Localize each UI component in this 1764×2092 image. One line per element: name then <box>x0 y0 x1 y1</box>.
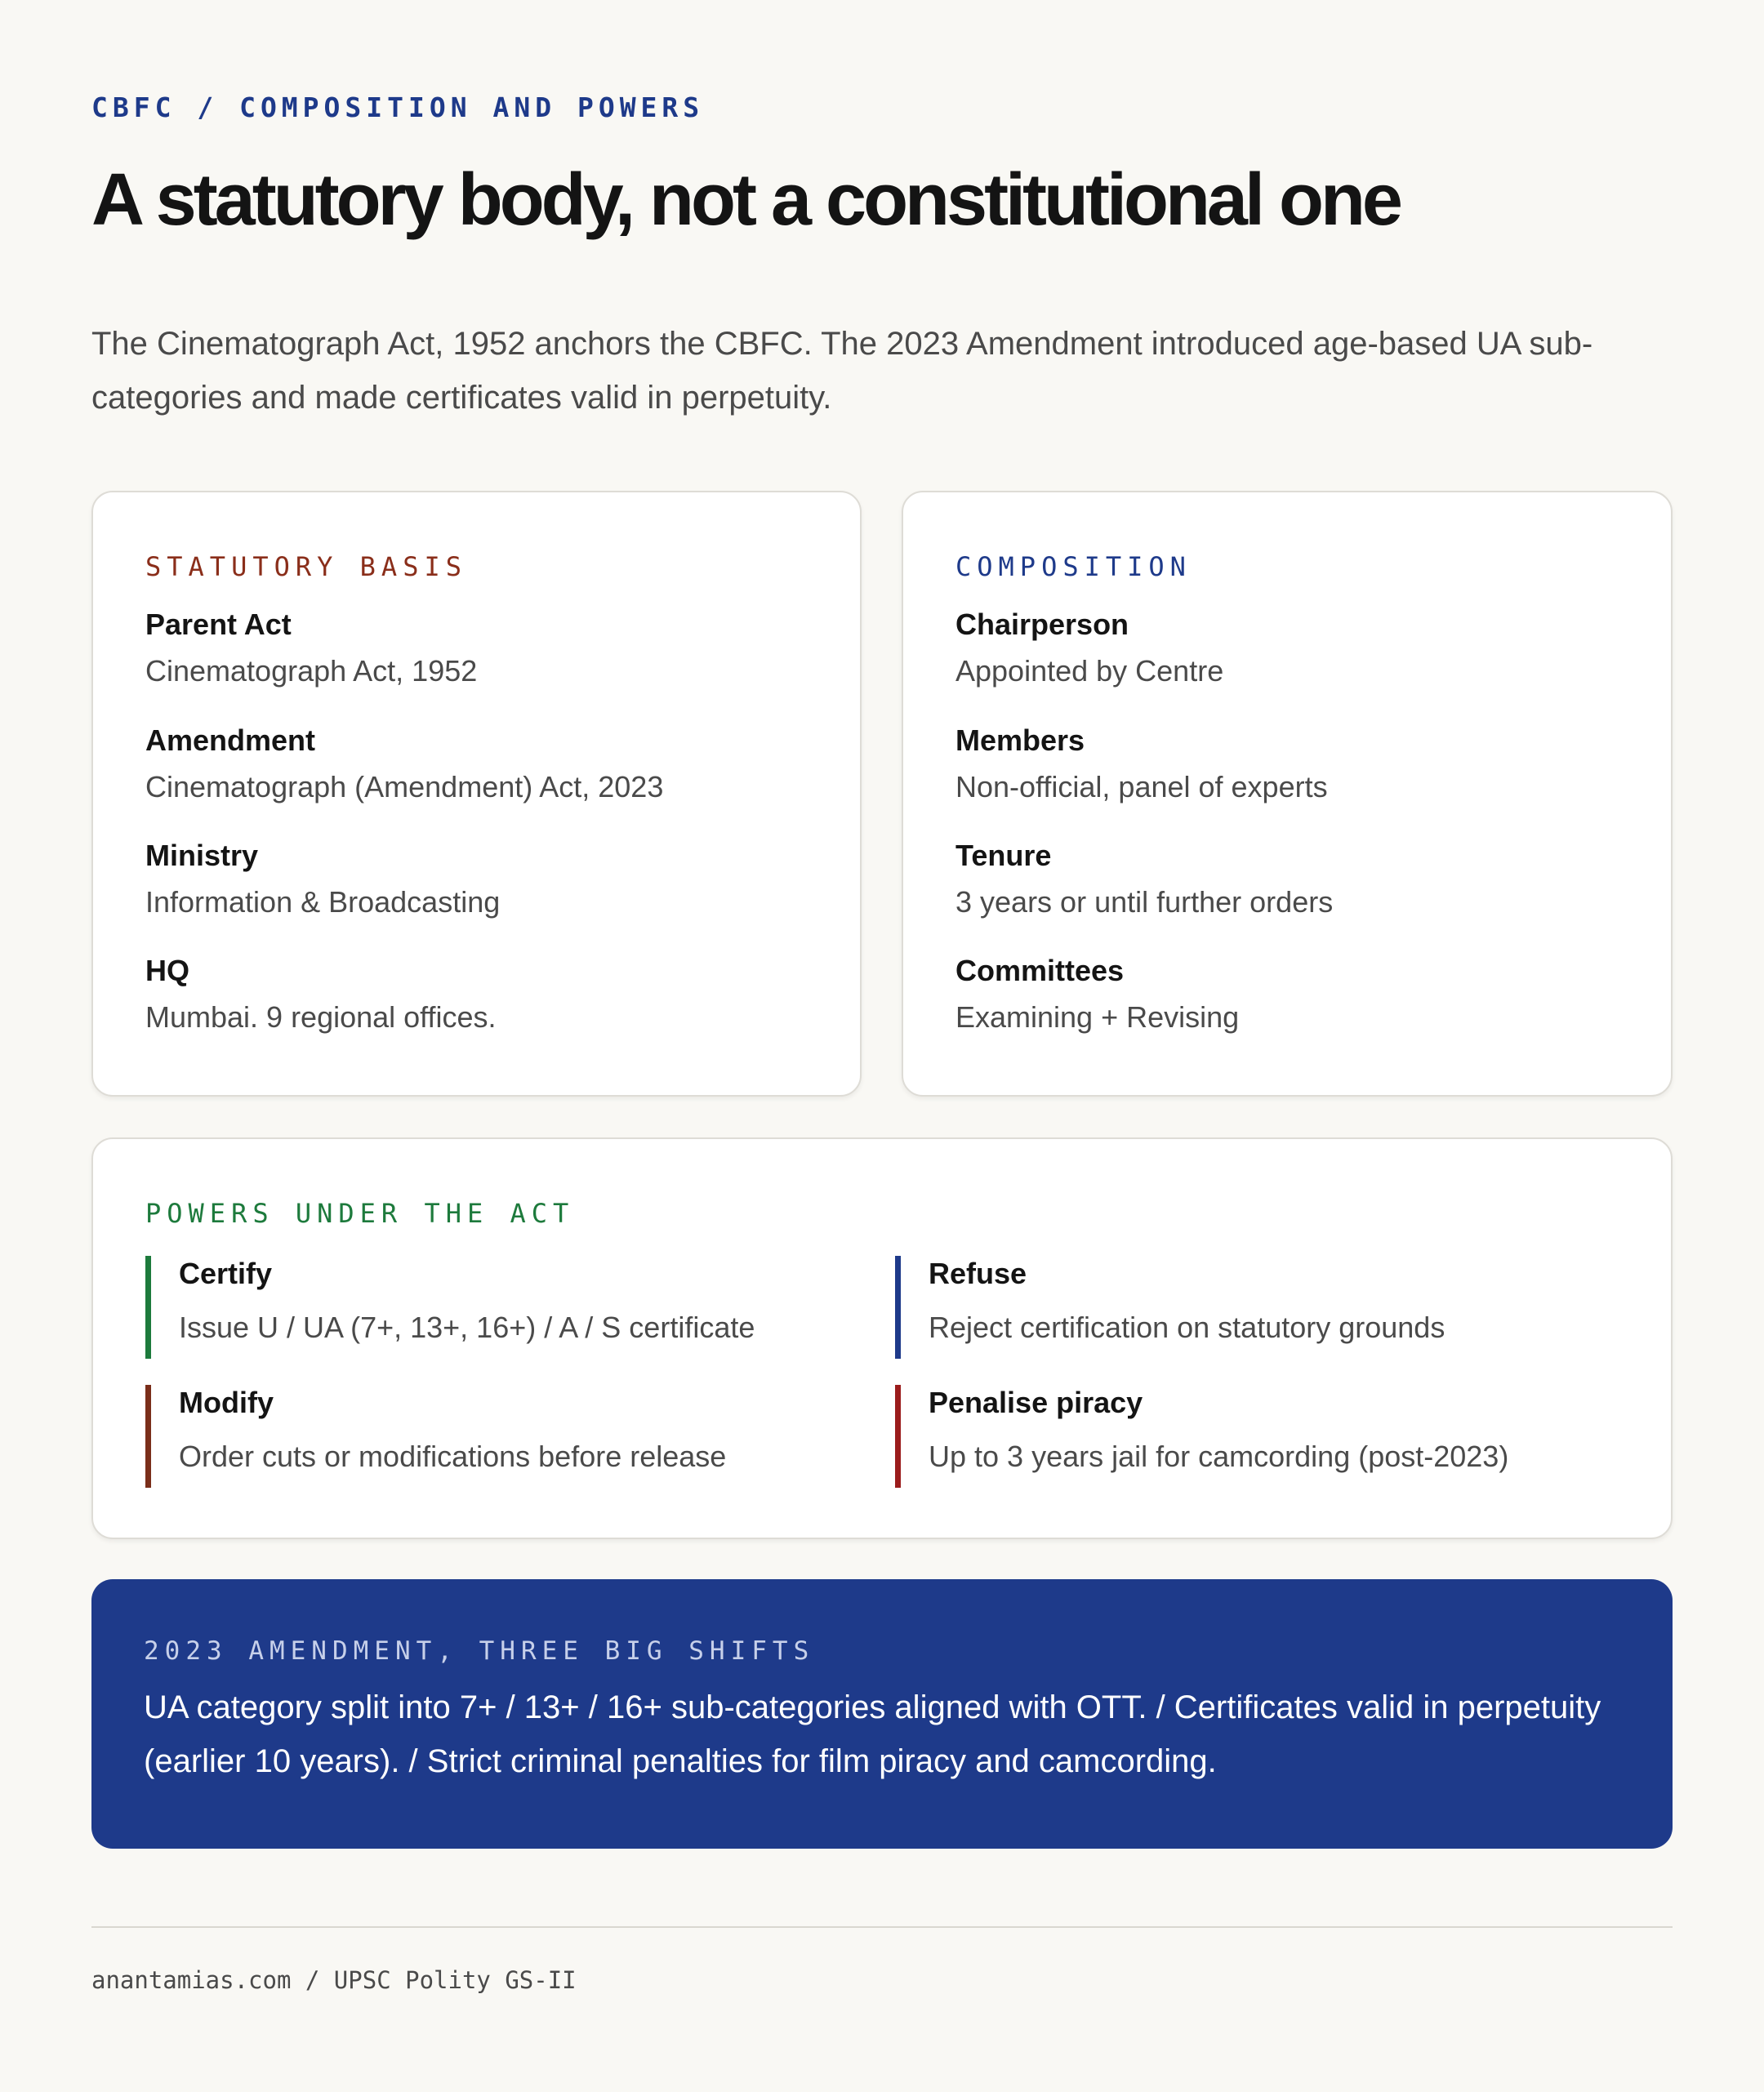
page-title: A statutory body, not a constitutional one <box>91 159 1400 241</box>
amendment-callout <box>91 1579 1673 1849</box>
field-tenure <box>956 838 1333 920</box>
power-title: Penalise piracy <box>929 1386 1143 1419</box>
field-name: Tenure <box>956 839 1052 872</box>
composition-card <box>902 491 1673 1097</box>
field-name: Amendment <box>145 723 316 757</box>
breadcrumb-eyebrow: CBFC / COMPOSITION AND POWERS <box>91 91 705 123</box>
power-penalise-piracy <box>895 1385 1508 1488</box>
field-value: Non-official, panel of experts <box>956 770 1328 803</box>
field-committees <box>956 953 1239 1035</box>
field-hq <box>145 953 497 1035</box>
field-value: Examining + Revising <box>956 1000 1240 1034</box>
powers-heading: POWERS UNDER THE ACT <box>145 1198 575 1229</box>
power-refuse <box>895 1256 1445 1359</box>
power-certify <box>145 1256 755 1359</box>
field-ministry <box>145 838 500 920</box>
footer-credit: anantamias.com / UPSC Polity GS-II <box>91 1966 577 1994</box>
field-value: Cinematograph Act, 1952 <box>145 654 478 688</box>
field-name: Parent Act <box>145 608 292 641</box>
powers-card <box>91 1137 1673 1539</box>
field-value: Cinematograph (Amendment) Act, 2023 <box>145 770 664 803</box>
footer-divider <box>91 1926 1673 1928</box>
power-description: Order cuts or modifications before release <box>179 1440 727 1473</box>
field-name: Members <box>956 723 1085 757</box>
field-value: Mumbai. 9 regional offices. <box>145 1000 497 1034</box>
field-value: Information & Broadcasting <box>145 885 501 919</box>
field-members <box>956 723 1328 805</box>
field-value: Appointed by Centre <box>956 654 1224 688</box>
power-title: Modify <box>179 1386 274 1419</box>
amendment-heading: 2023 AMENDMENT, THREE BIG SHIFTS <box>144 1636 815 1666</box>
intro-paragraph: The Cinematograph Act, 1952 anchors the CBFC. The 2023 Amendment introduced age-based UA sub-categories and made certificates valid in perpetuity. <box>91 326 1593 416</box>
statutory-basis-heading: STATUTORY BASIS <box>145 551 467 582</box>
power-description: Up to 3 years jail for camcording (post-2023) <box>929 1440 1509 1473</box>
field-name: Chairperson <box>956 608 1129 641</box>
power-modify <box>145 1385 726 1488</box>
field-chairperson <box>956 607 1223 689</box>
power-title: Refuse <box>929 1257 1027 1290</box>
amendment-text: UA category split into 7+ / 13+ / 16+ sub-categories aligned with OTT. / Certificates valid in perpetuity (earlier 10 years). / Strict criminal penalties for film piracy and camcording. <box>144 1689 1601 1779</box>
field-name: Committees <box>956 954 1125 987</box>
field-parent-act <box>145 607 477 689</box>
statutory-basis-card <box>91 491 862 1097</box>
power-description: Issue U / UA (7+, 13+, 16+) / A / S certificate <box>179 1311 755 1344</box>
field-value: 3 years or until further orders <box>956 885 1334 919</box>
field-name: Ministry <box>145 839 259 872</box>
composition-heading: COMPOSITION <box>956 551 1192 582</box>
field-name: HQ <box>145 954 189 987</box>
field-amendment <box>145 723 663 805</box>
power-title: Certify <box>179 1257 273 1290</box>
power-description: Reject certification on statutory grounds <box>929 1311 1446 1344</box>
